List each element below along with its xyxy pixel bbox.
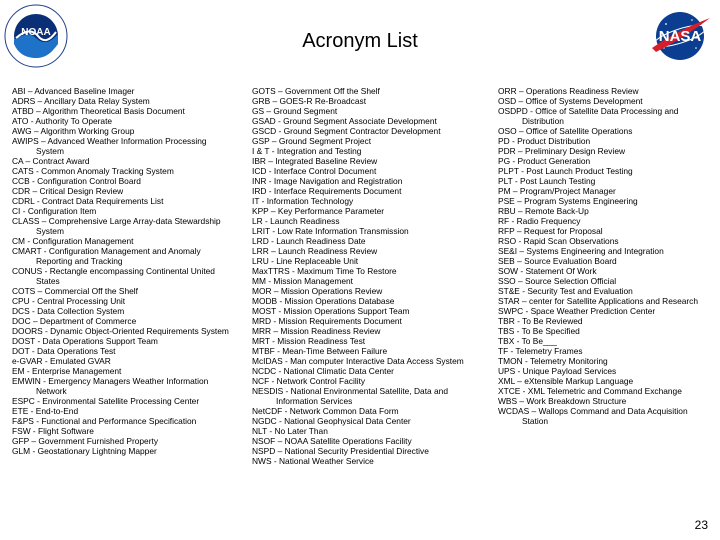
acronym-entry: AWIPS – Advanced Weather Information Processing System [12,136,207,156]
acronym-entry: GRB – GOES-R Re-Broadcast [252,96,367,106]
acronym-entry: PG - Product Generation [498,156,591,166]
acronym-entry: IBR – Integrated Baseline Review [252,156,378,166]
acronym-entry: RF - Radio Frequency [498,216,581,226]
acronym-entry: SWPC - Space Weather Prediction Center [498,306,656,316]
acronym-entry: ORR – Operations Readiness Review [498,86,639,96]
acronym-entry: RSO - Rapid Scan Observations [498,236,619,246]
acronym-entry: PLT - Post Launch Testing [498,176,596,186]
acronym-entry: DOORS - Dynamic Object-Oriented Requirements System [12,326,229,336]
acronym-entry: NCDC - National Climatic Data Center [252,366,394,376]
acronym-entry: XTCE - XML Telemetric and Command Exchange [498,386,682,396]
acronym-entry: GSP – Ground Segment Project [252,136,372,146]
acronym-entry: RBU – Remote Back-Up [498,206,589,216]
acronym-entry: TF - Telemetry Frames [498,346,583,356]
acronym-entry: LRU - Line Replaceable Unit [252,256,359,266]
acronym-entry: TBS - To Be Specified [498,326,580,336]
acronym-entry: ICD - Interface Control Document [252,166,377,176]
svg-text:NASA: NASA [658,28,702,45]
acronym-entry: IT - Information Technology [252,196,354,206]
acronym-entry: COTS – Commercial Off the Shelf [12,286,138,296]
acronym-entry: PM – Program/Project Manager [498,186,616,196]
acronym-entry: CI - Configuration Item [12,206,97,216]
acronym-column-3 [498,86,710,426]
acronym-entry: NSPD – National Security Presidential Directive [252,446,429,456]
acronym-entry: F&PS - Functional and Performance Specification [12,416,197,426]
acronym-entry: SEB – Source Evaluation Board [498,256,617,266]
acronym-entry: INR - Image Navigation and Registration [252,176,403,186]
acronym-entry: SE&I – Systems Engineering and Integration [498,246,664,256]
acronym-entry: OSD – Office of Systems Development [498,96,643,106]
acronym-entry: TBR - To Be Reviewed [498,316,583,326]
acronym-entry: CDR – Critical Design Review [12,186,124,196]
acronym-entry: NetCDF - Network Common Data Form [252,406,399,416]
acronym-entry: ATBD – Algorithm Theoretical Basis Document [12,106,185,116]
acronym-entry: SOW - Statement Of Work [498,266,597,276]
acronym-entry: CLASS – Comprehensive Large Array-data Stewardship System [12,216,221,236]
acronym-entry: CPU - Central Processing Unit [12,296,126,306]
acronym-entry: NWS - National Weather Service [252,456,374,466]
acronym-entry: GLM - Geostationary Lightning Mapper [12,446,157,456]
acronym-entry: MODB - Mission Operations Database [252,296,395,306]
acronym-entry: ADRS – Ancillary Data Relay System [12,96,150,106]
acronym-entry: ST&E - Security Test and Evaluation [498,286,633,296]
acronym-entry: ESPC - Environmental Satellite Processing Center [12,396,200,406]
acronym-entry: AWG – Algorithm Working Group [12,126,135,136]
acronym-entry: LR - Launch Readiness [252,216,340,226]
acronym-entry: WCDAS – Wallops Command and Data Acquisition Station [498,406,688,426]
acronym-entry: DOST - Data Operations Support Team [12,336,158,346]
acronym-entry: STAR – center for Satellite Applications and Research [498,296,699,306]
acronym-entry: EMWIN - Emergency Managers Weather Information Network [12,376,209,396]
acronym-entry: MRD - Mission Requirements Document [252,316,402,326]
acronym-entry: LRR – Launch Readiness Review [252,246,378,256]
page-number: 23 [694,518,708,532]
acronym-entry: LRIT - Low Rate Information Transmission [252,226,409,236]
acronym-entry: DOC – Department of Commerce [12,316,137,326]
acronym-entry: ATO - Authority To Operate [12,116,113,126]
acronym-entry: PD - Product Distribution [498,136,591,146]
page-title: Acronym List [302,30,418,52]
acronym-entry: NLT - No Later Than [252,426,328,436]
acronym-entry: GSAD - Ground Segment Associate Development [252,116,437,126]
acronym-entry: PLPT - Post Launch Product Testing [498,166,633,176]
acronym-entry: NCF - Network Control Facility [252,376,366,386]
acronym-entry: PSE – Program Systems Engineering [498,196,638,206]
acronym-entry: NGDC - National Geophysical Data Center [252,416,411,426]
acronym-entry: DCS - Data Collection System [12,306,125,316]
acronym-entry: NESDIS - National Environmental Satellite, Data and Information Services [252,386,448,406]
acronym-entry: KPP – Key Performance Parameter [252,206,385,216]
acronym-column-2 [252,86,484,466]
acronym-entry: PDR – Preliminary Design Review [498,146,626,156]
acronym-entry: MRR – Mission Readiness Review [252,326,381,336]
acronym-entry: TMON - Telemetry Monitoring [498,356,608,366]
acronym-entry: XML – eXtensible Markup Language [498,376,634,386]
acronym-entry: GOTS – Government Off the Shelf [252,86,380,96]
acronym-entry: MTBF - Mean-Time Between Failure [252,346,388,356]
acronym-entry: CCB - Configuration Control Board [12,176,141,186]
acronym-entry: GS – Ground Segment [252,106,338,116]
acronym-entry: McIDAS - Man computer Interactive Data Access System [252,356,464,366]
acronym-entry: CDRL - Contract Data Requirements List [12,196,164,206]
acronym-column-1 [12,86,236,456]
acronym-entry: CONUS - Rectangle encompassing Continental United States [12,266,215,286]
acronym-entry: EM - Enterprise Management [12,366,122,376]
acronym-entry: OSO – Office of Satellite Operations [498,126,633,136]
acronym-entry: ETE - End-to-End [12,406,79,416]
acronym-entry: MOST - Mission Operations Support Team [252,306,410,316]
acronym-entry: GSCD - Ground Segment Contractor Development [252,126,441,136]
acronym-entry: e-GVAR - Emulated GVAR [12,356,111,366]
acronym-entry: MaxTTRS - Maximum Time To Restore [252,266,397,276]
acronym-entry: NSOF – NOAA Satellite Operations Facility [252,436,412,446]
acronym-entry: IRD - Interface Requirements Document [252,186,402,196]
acronym-entry: MOR – Mission Operations Review [252,286,383,296]
acronym-entry: OSDPD - Office of Satellite Data Processing and Distribution [498,106,679,126]
acronym-entry: WBS – Work Breakdown Structure [498,396,627,406]
acronym-entry: I & T - Integration and Testing [252,146,362,156]
acronym-entry: RFP – Request for Proposal [498,226,603,236]
acronym-entry: GFP – Government Furnished Property [12,436,159,446]
acronym-entry: LRD - Launch Readiness Date [252,236,366,246]
acronym-entry: MM - Mission Management [252,276,353,286]
acronym-entry: MRT - Mission Readiness Test [252,336,366,346]
svg-text:NOAA: NOAA [21,27,51,38]
acronym-entry: CMART - Configuration Management and Anomaly Reporting and Tracking [12,246,201,266]
acronym-entry: SSO – Source Selection Official [498,276,617,286]
acronym-entry: DOT - Data Operations Test [12,346,116,356]
acronym-entry: FSW - Flight Software [12,426,94,436]
acronym-entry: CATS - Common Anomaly Tracking System [12,166,174,176]
acronym-entry: UPS - Unique Payload Services [498,366,617,376]
acronym-entry: TBX - To Be___ [498,336,557,346]
acronym-entry: ABI – Advanced Baseline Imager [12,86,135,96]
acronym-entry: CM - Configuration Management [12,236,134,246]
acronym-entry: CA – Contract Award [12,156,90,166]
